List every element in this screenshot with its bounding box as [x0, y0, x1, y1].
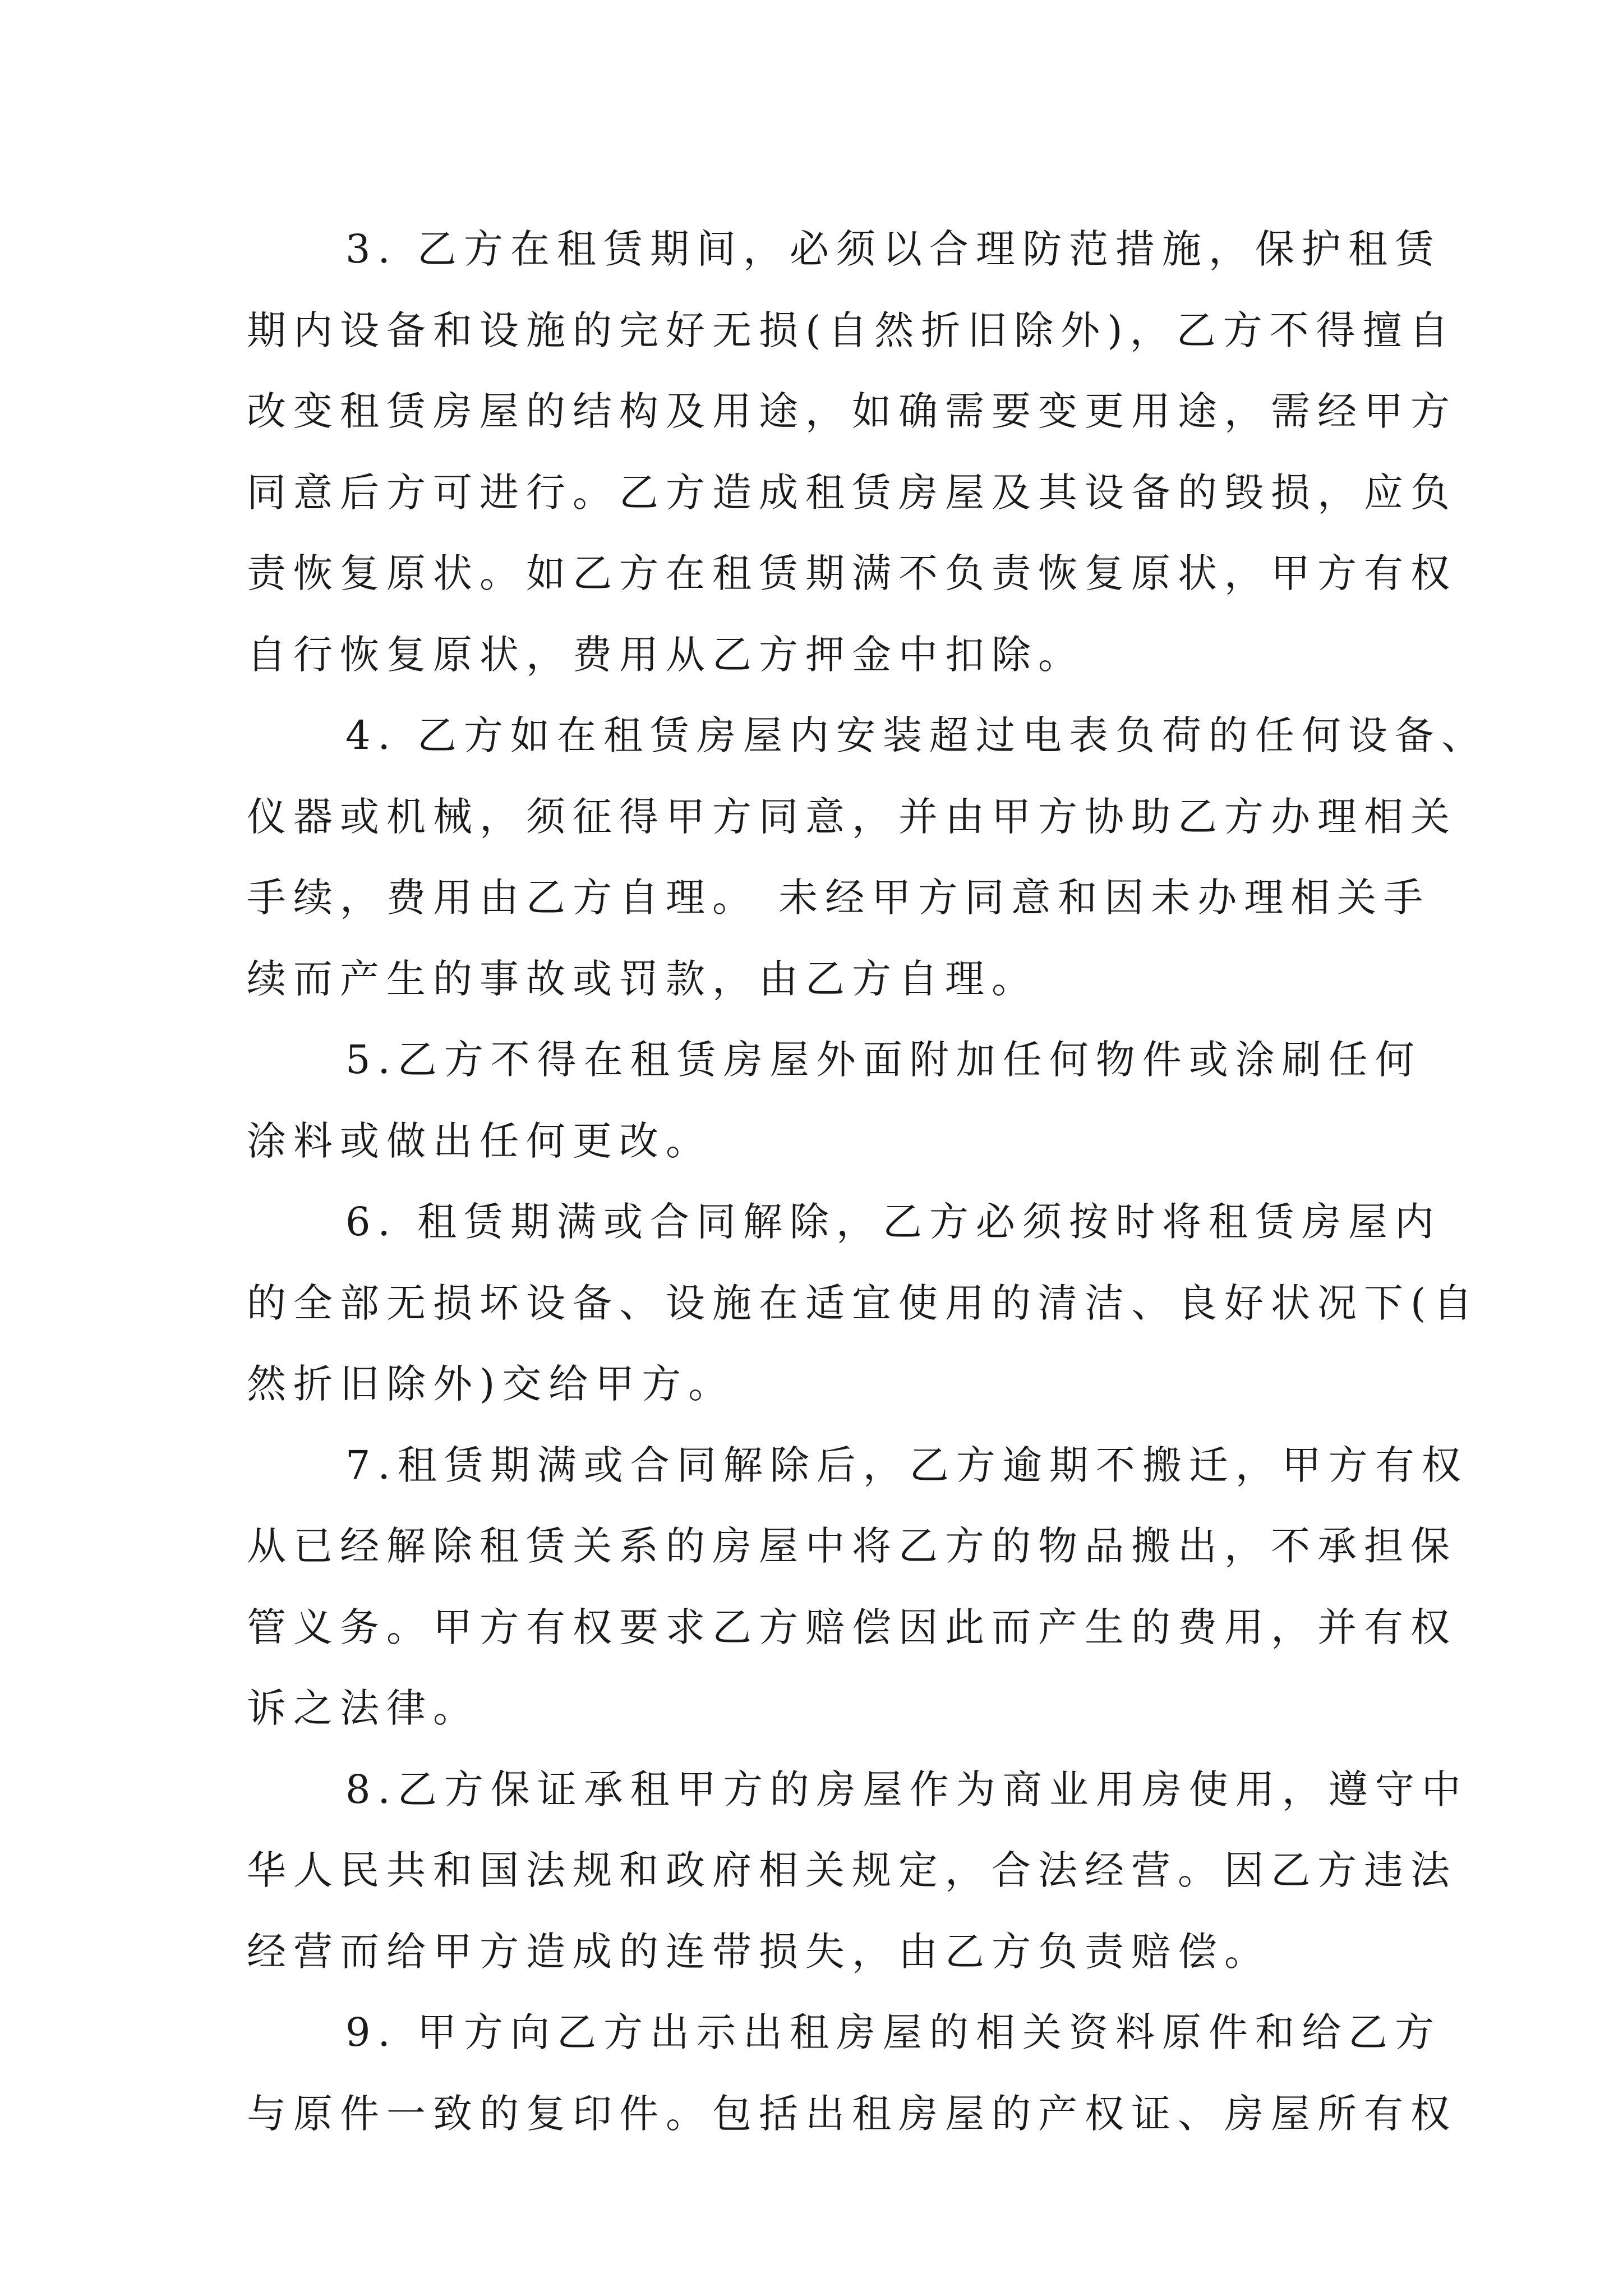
clause-6-line-3: 然折旧除外)交给甲方。	[247, 1361, 735, 1407]
clause-8-line-1: 8.乙方保证承租甲方的房屋作为商业用房使用，遵守中	[345, 1766, 1468, 1812]
clause-7-paragraph	[247, 1425, 1468, 1749]
clause-4-line-2: 仪器或机械，须征得甲方同意，并由甲方协助乙方办理相关	[247, 793, 1457, 840]
clause-3-line-2: 期内设备和设施的完好无损(自然折旧除外)，乙方不得擅自	[247, 307, 1456, 353]
clause-4-paragraph	[247, 695, 1488, 1019]
clause-4-line-3: 手续，费用由乙方自理。 未经甲方同意和因未办理相关手	[247, 875, 1431, 921]
clause-7-line-2: 从已经解除租赁关系的房屋中将乙方的物品搬出，不承担保	[247, 1523, 1457, 1569]
clause-8-paragraph	[247, 1749, 1468, 1993]
clause-7-line-4: 诉之法律。	[247, 1685, 479, 1731]
clause-6-line-1: 6. 租赁期满或合同解除，乙方必须按时将租赁房屋内	[345, 1199, 1442, 1245]
clause-6-line-2: 的全部无损坏设备、设施在适宜使用的清洁、良好状况下(自	[247, 1280, 1480, 1326]
clause-5-line-1: 5.乙方不得在租赁房屋外面附加任何物件或涂刷任何	[345, 1037, 1422, 1083]
clause-8-line-2: 华人民共和国法规和政府相关规定，合法经营。因乙方违法	[247, 1847, 1457, 1893]
clause-5-paragraph	[247, 1019, 1422, 1181]
clause-9-paragraph	[247, 1992, 1457, 2154]
clause-3-line-4: 同意后方可进行。乙方造成租赁房屋及其设备的毁损，应负	[247, 469, 1457, 516]
clause-8-line-3: 经营而给甲方造成的连带损失，由乙方负责赔偿。	[247, 1928, 1271, 1975]
clause-5-line-2: 涂料或做出任何更改。	[247, 1117, 712, 1164]
clause-3-line-1: 3. 乙方在租赁期间，必须以合理防范措施，保护租赁	[345, 226, 1442, 272]
document-body	[247, 209, 1488, 2154]
clause-4-line-4: 续而产生的事故或罚款，由乙方自理。	[247, 955, 1038, 1002]
clause-3-line-5: 责恢复原状。如乙方在租赁期满不负责恢复原状，甲方有权	[247, 550, 1457, 596]
clause-7-line-1: 7.租赁期满或合同解除后，乙方逾期不搬迁，甲方有权	[345, 1442, 1468, 1488]
clause-3-paragraph	[247, 209, 1457, 695]
clause-3-line-3: 改变租赁房屋的结构及用途，如确需要变更用途，需经甲方	[247, 388, 1457, 434]
clause-7-line-3: 管义务。甲方有权要求乙方赔偿因此而产生的费用，并有权	[247, 1604, 1457, 1650]
clause-4-line-1: 4. 乙方如在租赁房屋内安装超过电表负荷的任何设备、	[345, 712, 1488, 758]
clause-9-line-1: 9. 甲方向乙方出示出租房屋的相关资料原件和给乙方	[345, 2009, 1442, 2055]
clause-3-line-6: 自行恢复原状，费用从乙方押金中扣除。	[247, 631, 1085, 678]
clause-9-line-2: 与原件一致的复印件。包括出租房屋的产权证、房屋所有权	[247, 2090, 1457, 2137]
clause-6-paragraph	[247, 1181, 1480, 1425]
